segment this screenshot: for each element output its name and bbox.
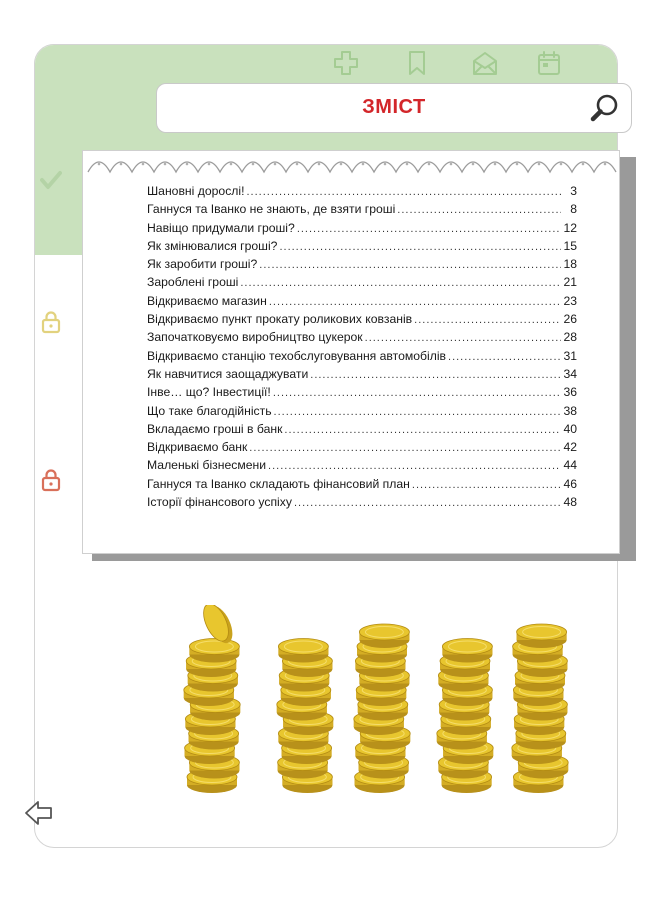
toc-entry[interactable] [147,184,577,202]
page-title: ЗМІСТ [362,96,426,118]
toc-entry[interactable] [147,221,577,239]
toc-entry-title: Відкриваємо банк [147,440,248,455]
toc-entry-title: Шановні дорослі! [147,184,245,198]
toc-leader-dots [268,460,561,472]
toc-leader-dots [310,369,561,381]
toc-leader-dots [274,406,561,418]
lock-icon [40,310,62,334]
toc-entry-page: 48 [563,495,577,510]
toc-entry-title: Навіщо придумали гроші? [147,220,295,235]
toc-entry-page: 23 [563,293,577,308]
toc-entry-page: 44 [563,458,577,473]
toc-entry[interactable] [147,367,577,385]
bookmark-icon[interactable] [404,50,430,76]
toc-entry[interactable] [147,440,577,458]
toc-entry-title: Як навчитися заощаджувати [147,366,309,381]
toc-leader-dots [284,424,561,436]
toc-entry[interactable] [147,275,577,293]
toc-entry-title: Ганнуся та Іванко складають фінансовий план [147,476,410,491]
envelope-icon[interactable] [472,50,498,76]
toc-entry-page: 26 [563,312,577,327]
toc-entry[interactable] [147,477,577,495]
coin-stack [437,639,493,794]
toc-leader-dots [412,479,561,491]
toc-entry-page: 36 [563,385,577,400]
toc-leader-dots [414,314,561,326]
toc-entry-title: Відкриваємо пункт прокату роликових ковзанів [147,312,413,327]
toc-entry-title: Відкриваємо магазин [147,293,267,308]
toc-leader-dots [259,259,561,271]
toc-entry-page: 42 [563,440,577,455]
toc-entry-title: Як змінювалися гроші? [147,238,278,253]
toc-entry-page: 21 [563,275,577,290]
coin-stack [354,624,410,793]
toc-leader-dots [269,296,561,308]
toc-entry-page: 46 [563,476,577,491]
toc-entry-title: Започатковуємо виробництво цукерок [147,330,363,345]
toc-leader-dots [273,387,561,399]
toc-leader-dots [294,497,561,509]
toc-entry-title: Інве… що? Інвестиції! [147,385,271,400]
toc-entry[interactable] [147,349,577,367]
plus-icon[interactable] [333,50,359,76]
toc-leader-dots [297,223,561,235]
coin-stacks-illustration [170,605,570,800]
toc-leader-dots [365,332,561,344]
coin-stack [512,624,568,793]
toc-leader-dots [247,186,562,198]
calendar-icon[interactable] [536,50,562,76]
toc-entry-page: 28 [563,330,577,345]
toc-entry-page: 40 [563,421,577,436]
toc-leader-dots [397,204,561,216]
toc-entry[interactable] [147,422,577,440]
toc-leader-dots [240,277,561,289]
toc-entry-title: Маленькі бізнесмени [147,458,267,473]
toc-entry[interactable] [147,294,577,312]
toc-entry[interactable] [147,257,577,275]
toc-entry-title: Історії фінансового успіху [147,495,292,510]
toc-leader-dots [249,442,561,454]
toc-entry-title: Вкладаємо гроші в банк [147,421,283,436]
toc-entry-page: 34 [563,366,577,381]
toc-entry-title: Відкриваємо станцію техобслуговування автомобілів [147,348,447,363]
toc-entry-page: 31 [563,348,577,363]
toc-leader-dots [448,351,561,363]
toc-entry-page: 38 [563,403,577,418]
toc-entry[interactable] [147,458,577,476]
toc-entry-page: 12 [563,220,577,235]
coin-stack [277,639,333,794]
checkmark-icon [40,168,62,192]
magnifier-icon[interactable] [589,92,621,124]
toc-entry-page: 15 [563,238,577,253]
toc-entry[interactable] [147,404,577,422]
toc-entry[interactable] [147,385,577,403]
lock-icon [40,468,62,492]
coin-stack [184,639,240,794]
toc-entry-page: 8 [570,202,577,217]
toc-entry-title: Що таке благодійність [147,403,272,418]
toc-entry-title: Зароблені гроші [147,275,239,290]
toc-entry[interactable] [147,239,577,257]
toc-entry-title: Ганнуся та Іванко не знають, де взяти гроші [147,202,396,217]
title-bar [156,83,632,133]
toc-entry[interactable] [147,495,577,513]
table-of-contents [147,184,577,513]
arrow-left-icon[interactable] [24,798,54,828]
toc-entry-page: 3 [570,184,577,198]
toc-entry[interactable] [147,202,577,220]
toc-entry-page: 18 [563,257,577,272]
toc-leader-dots [279,241,561,253]
toc-entry[interactable] [147,312,577,330]
toc-entry-title: Як заробити гроші? [147,257,258,272]
toc-entry[interactable] [147,330,577,348]
